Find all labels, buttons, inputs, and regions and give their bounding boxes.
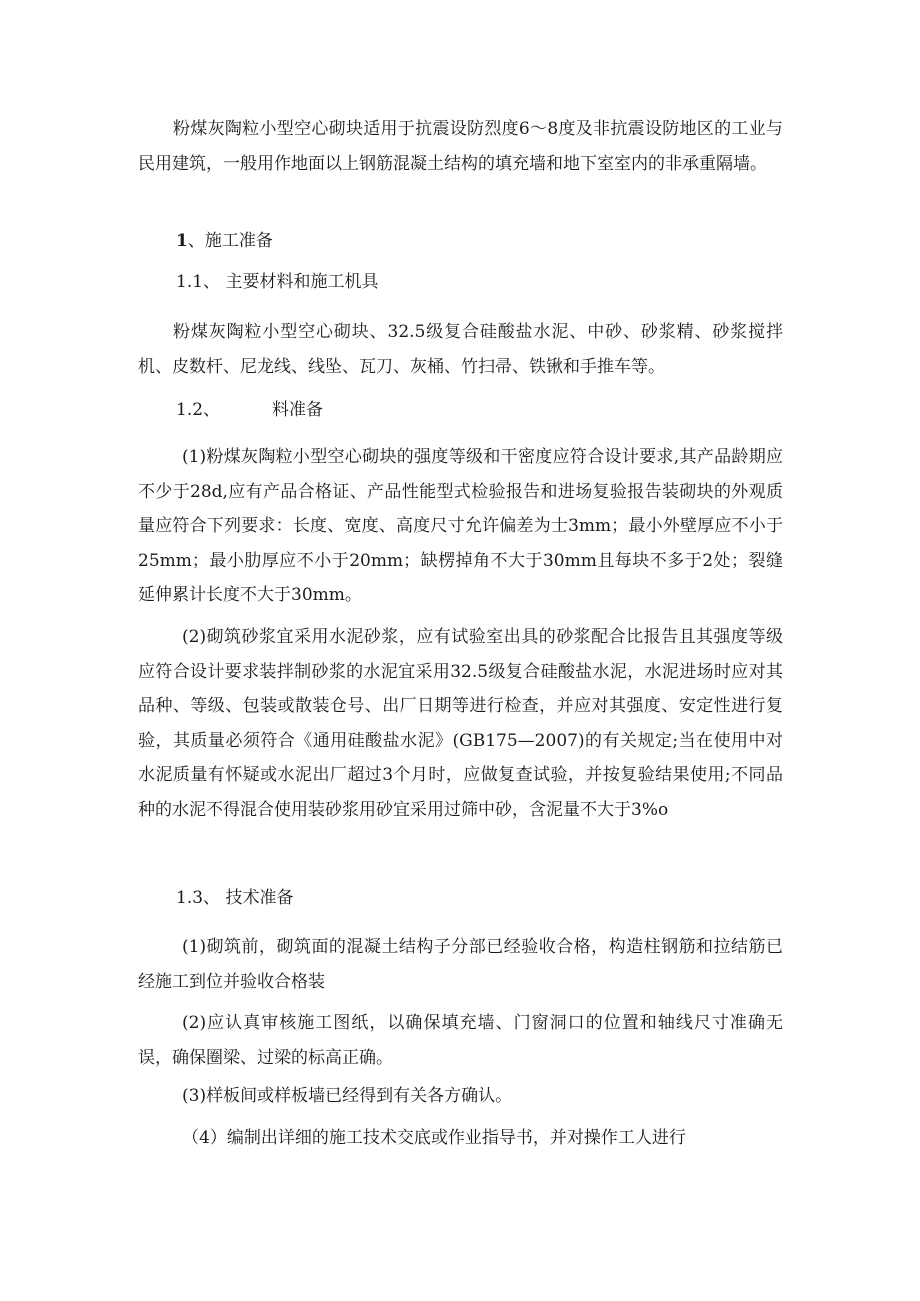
section-1-2-item-1: (1)粉煤灰陶粒小型空心砌块的强度等级和干密度应符合设计要求,其产品龄期应不少于28d,应有产品合格证、产品性能型式检验报告和进场复验报告装砌块的外观质量应符合下列要求：长度、宽度、高度尺寸允许偏差为士3mm；最小外壁厚应不小于25mm；最小肋厚应不小于20mm；缺楞掉角不大于30mm且每块不多于2处；裂缝延伸累计长度不大于30mm。 bbox=[138, 447, 783, 605]
section-1-3-item-1: (1)砌筑前，砌筑面的混凝土结构子分部已经验收合格，构造柱钢筋和拉结筋已经施工到位并验收合格装 bbox=[138, 937, 783, 992]
section-1-2-number: 1.2、 bbox=[176, 400, 221, 420]
section-1-2-title: 料准备 bbox=[272, 400, 324, 420]
section-1-heading bbox=[176, 224, 273, 258]
section-1-1-heading bbox=[176, 265, 378, 299]
section-1-number: 1 bbox=[176, 231, 188, 251]
section-1-1-body: 粉煤灰陶粒小型空心砌块、32.5级复合硅酸盐水泥、中砂、砂浆精、砂浆搅拌机、皮数杆、尼龙线、线坠、瓦刀、灰桶、竹扫帚、铁锹和手推车等。 bbox=[138, 322, 783, 377]
section-1-title: 、施工准备 bbox=[187, 231, 273, 251]
section-1-3-item-3: (3)样板间或样板墙已经得到有关各方确认。 bbox=[182, 1086, 513, 1106]
section-1-3-item-4: （4）编制出详细的施工技术交底或作业指导书，并对操作工人进行 bbox=[182, 1128, 686, 1148]
section-1-2-heading bbox=[176, 393, 323, 427]
section-1-3-item-2: (2)应认真审核施工图纸，以确保填充墙、门窗洞口的位置和轴线尺寸准确无误，确保圈梁、过梁的标高正确。 bbox=[138, 1013, 783, 1068]
section-1-3-title: 技术准备 bbox=[225, 888, 294, 908]
section-1-1-title: 主要材料和施工机具 bbox=[225, 272, 379, 292]
section-1-3-heading bbox=[176, 881, 293, 915]
section-1-1-number: 1.1、 bbox=[176, 272, 221, 292]
intro-paragraph: 粉煤灰陶粒小型空心砌块适用于抗震设防烈度6～8度及非抗震设防地区的工业与民用建筑，一般用作地面以上钢筋混凝土结构的填充墙和地下室室内的非承重隔墙。 bbox=[138, 119, 783, 174]
section-1-2-item-2: (2)砌筑砂浆宜采用水泥砂浆，应有试验室出具的砂浆配合比报告且其强度等级应符合设计要求装拌制砂浆的水泥宜采用32.5级复合硅酸盐水泥，水泥进场时应对其品种、等级、包装或散装仓号、出厂日期等进行检查，并应对其强度、安定性进行复验，其质量必须符合《通用硅酸盐水泥》(GB175—2007)的有关规定;当在使用中对水泥质量有怀疑或水泥出厂超过3个月时，应做复查试验，并按复验结果使用;不同品种的水泥不得混合使用装砂浆用砂宜采用过筛中砂，含泥量不大于3%o bbox=[138, 627, 783, 820]
section-1-3-number: 1.3、 bbox=[176, 888, 221, 908]
